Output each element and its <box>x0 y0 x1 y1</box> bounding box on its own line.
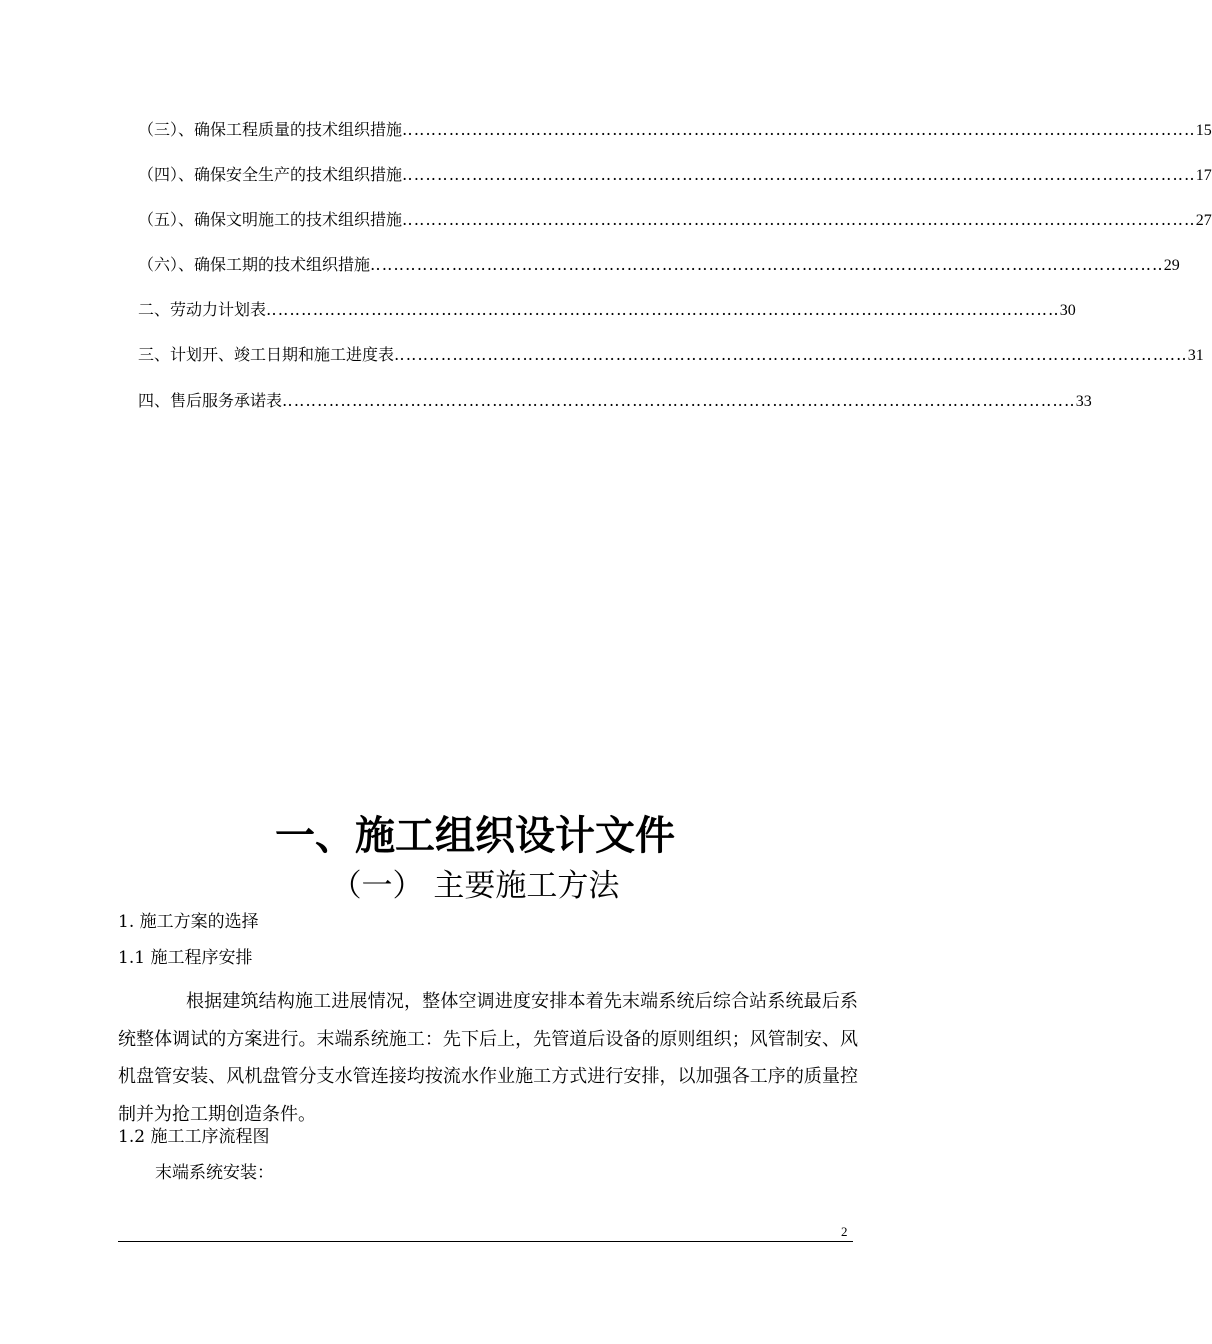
toc-leader-dots: ‥‥‥‥‥‥‥‥‥‥‥‥‥‥‥‥‥‥‥‥‥‥‥‥‥‥‥‥‥‥‥‥‥‥‥‥‥‥‥‥‥‥‥‥‥‥‥‥‥‥‥‥‥‥‥‥‥‥‥‥‥‥‥‥‥‥‥‥ <box>282 391 1076 410</box>
toc-entry-page: 33 <box>1075 393 1092 410</box>
toc-leader-dots: ‥‥‥‥‥‥‥‥‥‥‥‥‥‥‥‥‥‥‥‥‥‥‥‥‥‥‥‥‥‥‥‥‥‥‥‥‥‥‥‥‥‥‥‥‥‥‥‥‥‥‥‥‥‥‥‥‥‥‥‥‥‥‥‥‥‥‥‥ <box>402 210 1196 229</box>
toc-entry-page: 27 <box>1195 212 1212 229</box>
toc-entry-page: 15 <box>1195 122 1212 139</box>
toc-leader-dots: ‥‥‥‥‥‥‥‥‥‥‥‥‥‥‥‥‥‥‥‥‥‥‥‥‥‥‥‥‥‥‥‥‥‥‥‥‥‥‥‥‥‥‥‥‥‥‥‥‥‥‥‥‥‥‥‥‥‥‥‥‥‥‥‥‥‥‥‥ <box>394 345 1188 364</box>
toc-entry-page: 17 <box>1195 167 1212 184</box>
toc-entry[interactable] <box>138 343 1204 367</box>
toc-entry[interactable] <box>138 253 1180 277</box>
chapter-title: 一、施工组织设计文件 <box>275 812 675 859</box>
toc-leader-dots: ‥‥‥‥‥‥‥‥‥‥‥‥‥‥‥‥‥‥‥‥‥‥‥‥‥‥‥‥‥‥‥‥‥‥‥‥‥‥‥‥‥‥‥‥‥‥‥‥‥‥‥‥‥‥‥‥‥‥‥‥‥‥‥‥‥‥‥‥ <box>402 120 1196 139</box>
footer-rule <box>118 1241 853 1242</box>
heading-item-1-2: 1.2 施工工序流程图 <box>118 1127 270 1147</box>
subitem-label: 末端系统安装： <box>155 1163 274 1183</box>
toc-entry[interactable] <box>138 298 1076 322</box>
toc-entry-label: （四）、确保安全生产的技术组织措施 <box>138 165 403 184</box>
toc-entry[interactable] <box>138 208 1212 232</box>
page-number: 2 <box>841 1224 848 1239</box>
toc-entry-label: 四、售后服务承诺表 <box>138 391 283 410</box>
body-paragraph: 根据建筑结构施工进展情况，整体空调进度安排本着先末端系统后综合站系统最后系统整体调试的方案进行。末端系统施工：先下后上，先管道后设备的原则组织；风管制安、风机盘管安装、风机盘管分支水管连接均按流水作业施工方式进行安排，以加强各工序的质量控制并为抢工期创造条件。 <box>118 991 858 1125</box>
toc-entry-label: 二、劳动力计划表 <box>138 300 267 319</box>
toc-entry-page: 29 <box>1163 257 1180 274</box>
heading-item-1-1: 1.1 施工程序安排 <box>118 948 253 968</box>
toc-entry-label: （五）、确保文明施工的技术组织措施 <box>138 210 403 229</box>
toc-entry-page: 30 <box>1059 302 1076 319</box>
toc-leader-dots: ‥‥‥‥‥‥‥‥‥‥‥‥‥‥‥‥‥‥‥‥‥‥‥‥‥‥‥‥‥‥‥‥‥‥‥‥‥‥‥‥‥‥‥‥‥‥‥‥‥‥‥‥‥‥‥‥‥‥‥‥‥‥‥‥‥‥‥‥ <box>402 165 1196 184</box>
toc-entry-label: 三、计划开、竣工日期和施工进度表 <box>138 345 395 364</box>
toc-entry-label: （六）、确保工期的技术组织措施 <box>138 255 371 274</box>
toc-leader-dots: ‥‥‥‥‥‥‥‥‥‥‥‥‥‥‥‥‥‥‥‥‥‥‥‥‥‥‥‥‥‥‥‥‥‥‥‥‥‥‥‥‥‥‥‥‥‥‥‥‥‥‥‥‥‥‥‥‥‥‥‥‥‥‥‥‥‥‥‥ <box>266 300 1060 319</box>
toc-entry[interactable] <box>138 118 1212 142</box>
toc-leader-dots: ‥‥‥‥‥‥‥‥‥‥‥‥‥‥‥‥‥‥‥‥‥‥‥‥‥‥‥‥‥‥‥‥‥‥‥‥‥‥‥‥‥‥‥‥‥‥‥‥‥‥‥‥‥‥‥‥‥‥‥‥‥‥‥‥‥‥‥‥ <box>370 255 1164 274</box>
heading-item-1: 1. 施工方案的选择 <box>118 912 259 932</box>
toc-entry-label: （三）、确保工程质量的技术组织措施 <box>138 120 403 139</box>
toc-entry-page: 31 <box>1187 347 1204 364</box>
section-title: （一） 主要施工方法 <box>330 868 620 904</box>
toc-entry[interactable] <box>138 389 1092 413</box>
toc-entry[interactable] <box>138 163 1212 187</box>
